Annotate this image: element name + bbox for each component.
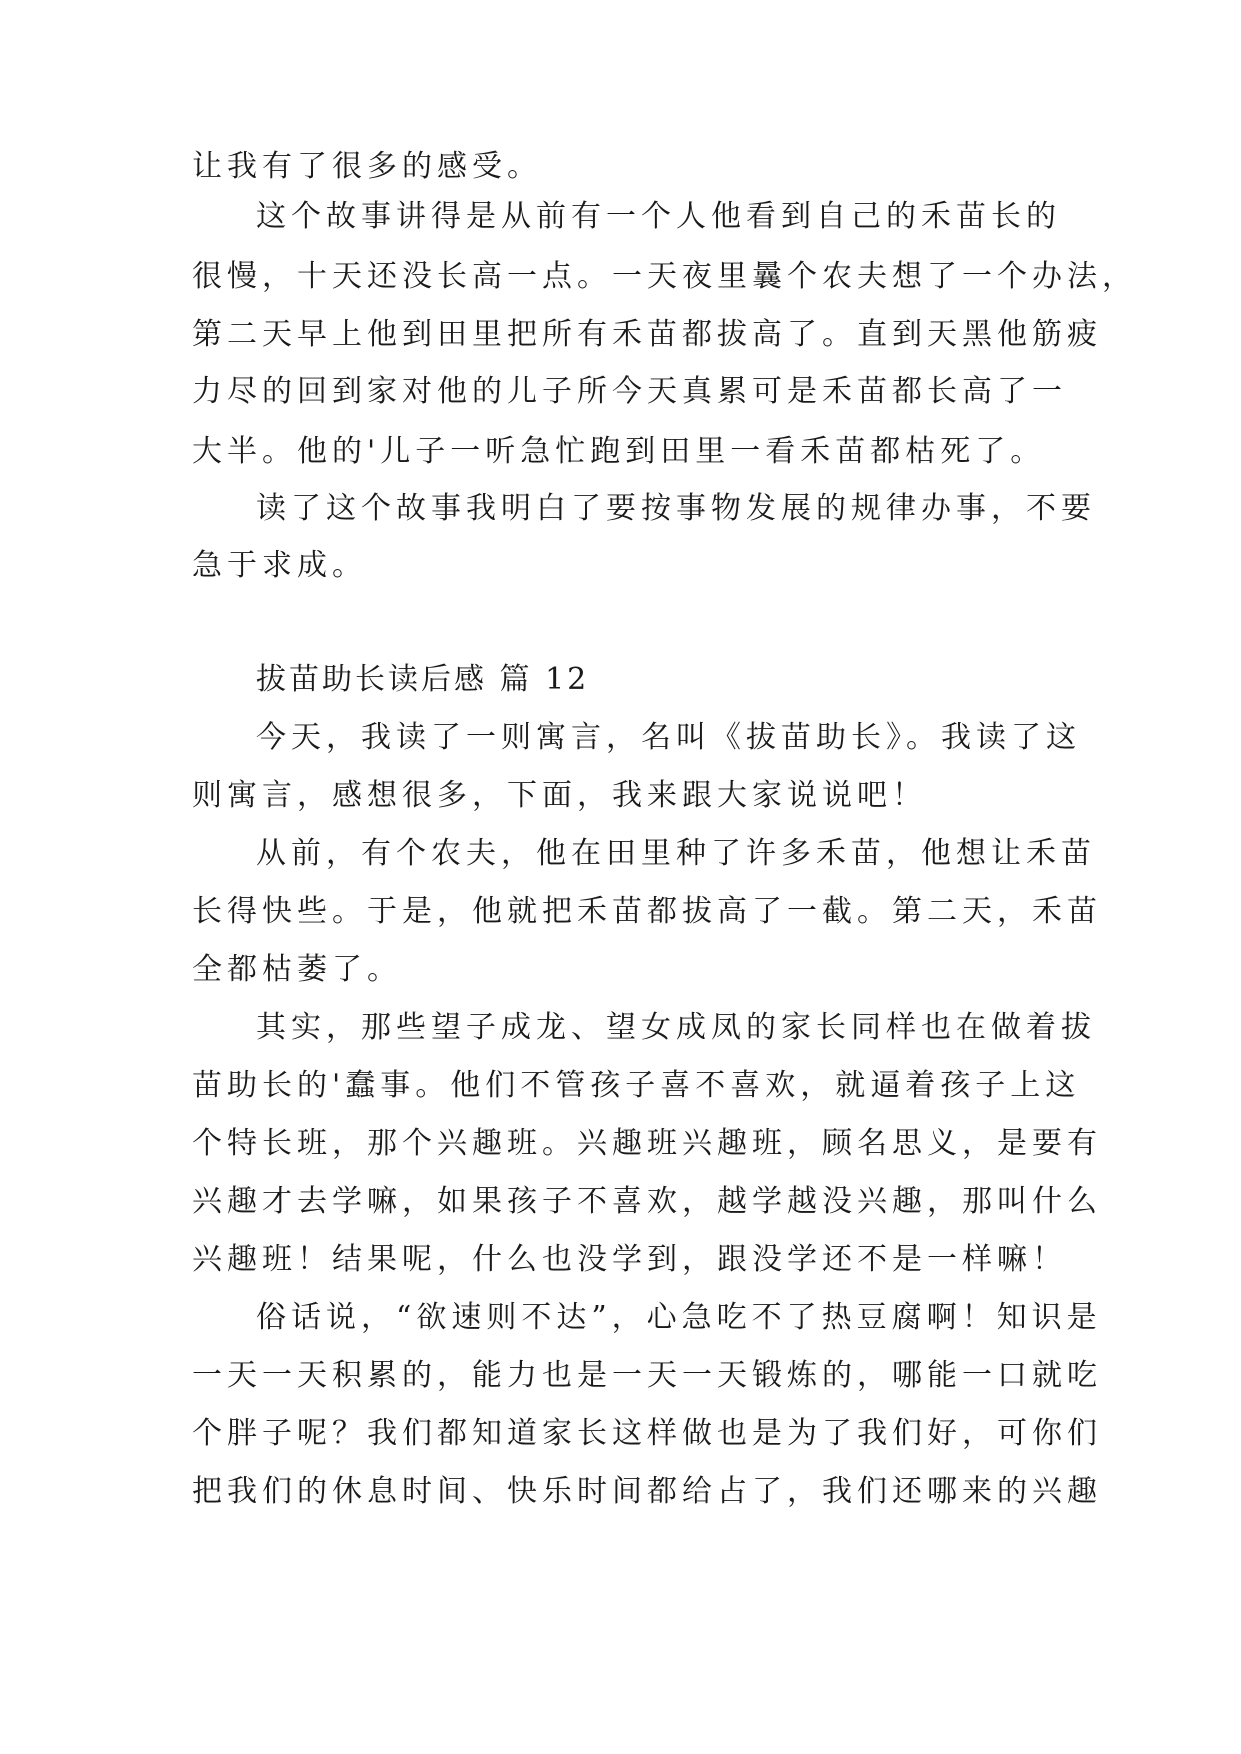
paragraph-line: 急于求成。 xyxy=(192,548,367,583)
paragraph-line: 一天一天积累的，能力也是一天一天锻炼的，哪能一口就吃 xyxy=(192,1358,1102,1393)
paragraph-line: 长得快些。于是，他就把禾苗都拔高了一截。第二天，禾苗 xyxy=(192,894,1102,929)
paragraph-line: 很慢，十天还没长高一点。一天夜里曩个农夫想了一个办法， xyxy=(192,259,1137,294)
paragraph-line: 读了这个故事我明白了要按事物发展的规律办事，不要 xyxy=(256,491,1096,526)
paragraph-line: 个特长班，那个兴趣班。兴趣班兴趣班，顾名思义，是要有 xyxy=(192,1126,1102,1161)
paragraph-line: 兴趣班！结果呢，什么也没学到，跟没学还不是一样嘛！ xyxy=(192,1242,1067,1277)
paragraph-line: 俗话说，“欲速则不达”，心急吃不了热豆腐啊！知识是 xyxy=(256,1300,1102,1335)
paragraph-line: 兴趣才去学嘛，如果孩子不喜欢，越学越没兴趣，那叫什么 xyxy=(192,1184,1102,1219)
paragraph-line: 今天，我读了一则寓言，名叫《拔苗助长》。我读了这 xyxy=(256,720,1081,755)
paragraph-line: 个胖子呢？我们都知道家长这样做也是为了我们好，可你们 xyxy=(192,1416,1102,1451)
paragraph-line: 让我有了很多的感受。 xyxy=(192,149,542,184)
paragraph-line: 把我们的休息时间、快乐时间都给占了，我们还哪来的兴趣 xyxy=(192,1474,1102,1509)
paragraph-line: 其实，那些望子成龙、望女成凤的家长同样也在做着拔 xyxy=(256,1010,1096,1045)
paragraph-line: 全都枯萎了。 xyxy=(192,952,402,987)
paragraph-line: 这个故事讲得是从前有一个人他看到自己的禾苗长的 xyxy=(256,199,1061,234)
paragraph-line: 大半。他的'儿子一听急忙跑到田里一看禾苗都枯死了。 xyxy=(192,434,1046,469)
paragraph-line: 则寓言，感想很多，下面，我来跟大家说说吧！ xyxy=(192,778,927,813)
paragraph-line: 第二天早上他到田里把所有禾苗都拔高了。直到天黑他筋疲 xyxy=(192,317,1102,352)
section-heading: 拔苗助长读后感 篇 12 xyxy=(256,662,590,697)
paragraph-line: 苗助长的'蠢事。他们不管孩子喜不喜欢，就逼着孩子上这 xyxy=(192,1068,1081,1103)
paragraph-line: 从前，有个农夫，他在田里种了许多禾苗，他想让禾苗 xyxy=(256,836,1096,871)
paragraph-line: 力尽的回到家对他的儿子所今天真累可是禾苗都长高了一 xyxy=(192,374,1067,409)
